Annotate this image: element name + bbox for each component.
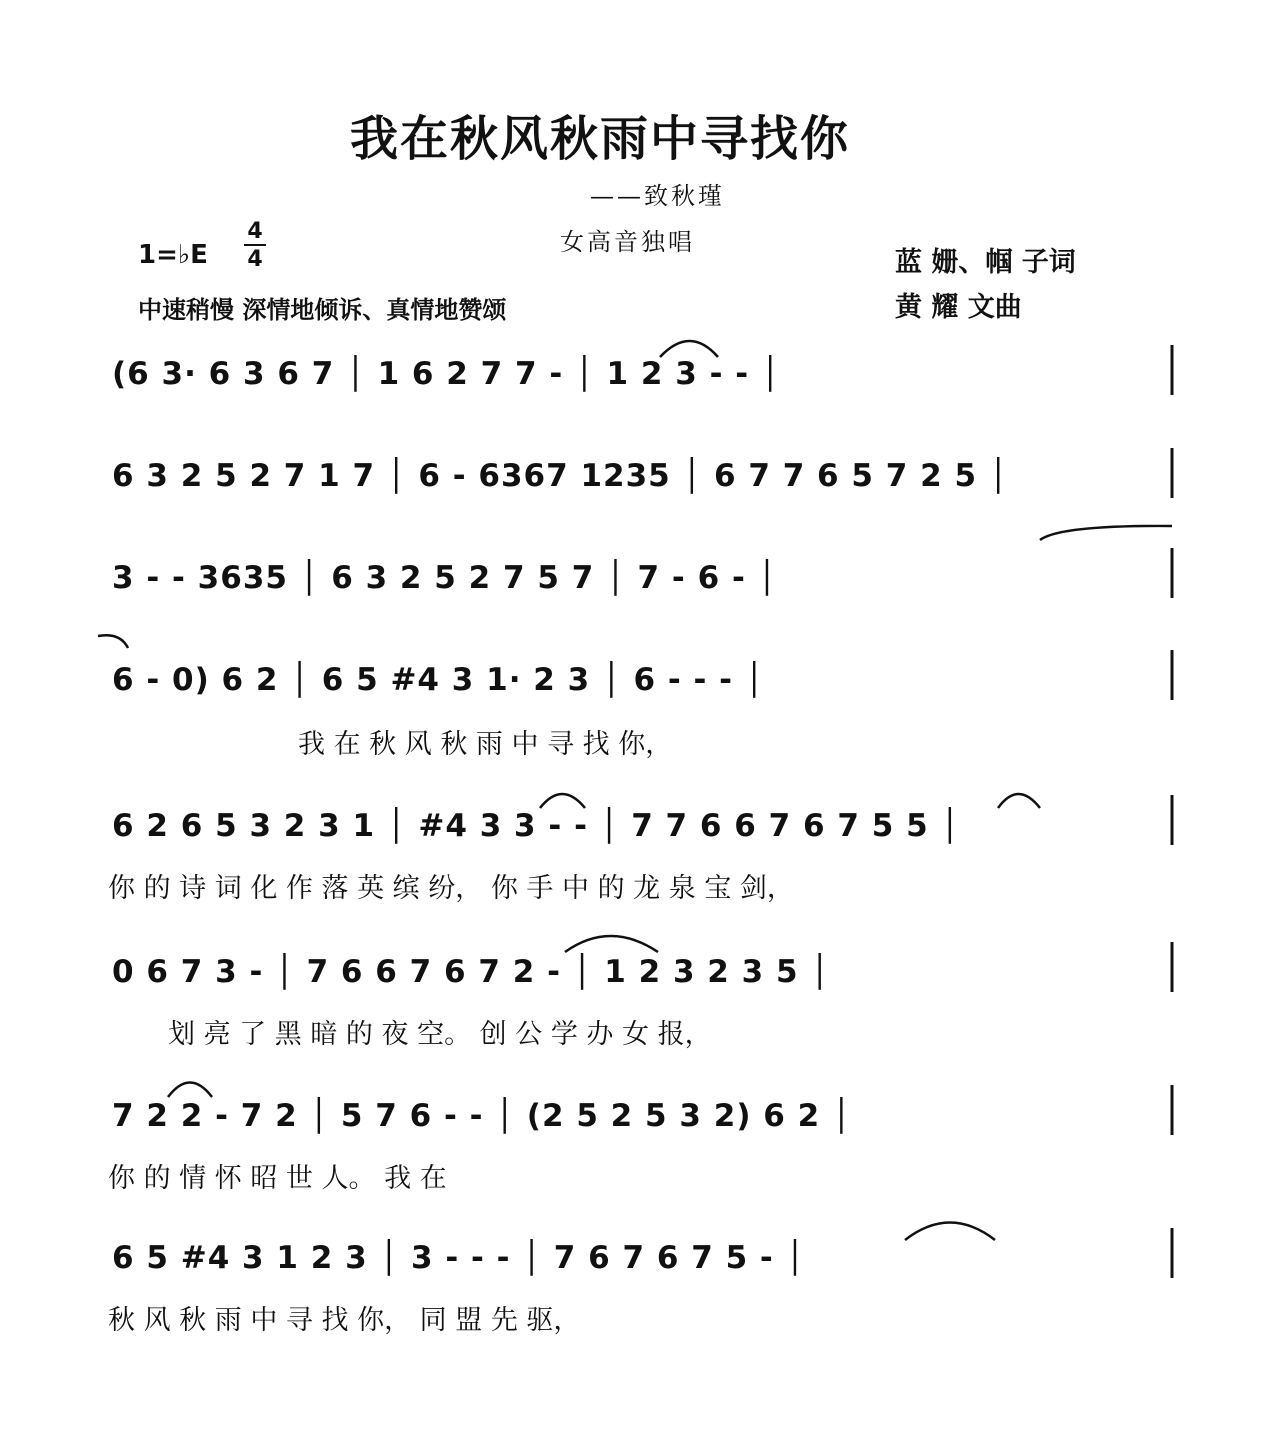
score-row-4-notes: 6 - 0) 6 2 │ 6 5 #4 3 1· 2 3 │ 6 - - - │ — [112, 662, 765, 698]
lyricist-credit: 蓝 姗、帼 子词 — [895, 247, 1076, 278]
score-row-8-lyrics: 秋 风 秋 雨 中 寻 找 你， 同 盟 先 驱， — [108, 1305, 581, 1336]
score-row-5-lyrics: 你 的 诗 词 化 作 落 英 缤 纷， 你 手 中 的 龙 泉 宝 剑， — [108, 873, 794, 904]
performance-type: 女高音独唱 — [560, 228, 695, 256]
score-row-7-lyrics: 你 的 情 怀 昭 世 人。 我 在 — [108, 1163, 447, 1194]
time-signature-bottom: 4 — [247, 247, 263, 272]
composer-credit: 黄 耀 文曲 — [895, 292, 1022, 323]
key-signature: 1=♭E — [138, 240, 208, 270]
score-row-8-notes: 6 5 #4 3 1 2 3 │ 3 - - - │ 7 6 7 6 7 5 - │ — [112, 1240, 806, 1276]
score-row-1-notes: (6 3· 6 3 6 7 │ 1 6 2 7 7 - │ 1 2 3 - - │ — [112, 356, 781, 392]
score-row-5-notes: 6 2 6 5 3 2 3 1 │ #4 3 3 - - │ 7 7 6 6 7 6 7 5 5 │ — [112, 808, 961, 844]
score-row-2-notes: 6 3 2 5 2 7 1 7 │ 6 - 6367 1235 │ 6 7 7 6 5 7 2 5 │ — [112, 458, 1009, 494]
time-signature-top: 4 — [247, 219, 263, 244]
score-row-6-notes: 0 6 7 3 - │ 7 6 6 7 6 7 2 - │ 1 2 3 2 3 5 │ — [112, 954, 831, 990]
tempo-expression: 中速稍慢 深情地倾诉、真情地赞颂 — [138, 296, 507, 324]
song-title: 我在秋风秋雨中寻找你 — [350, 111, 851, 167]
score-row-4-lyrics: 我 在 秋 风 秋 雨 中 寻 找 你， — [298, 729, 673, 760]
score-row-6-lyrics: 划 亮 了 黑 暗 的 夜 空。 创 公 学 办 女 报， — [168, 1019, 712, 1050]
song-subtitle: ——致秋瑾 — [590, 182, 725, 210]
score-row-7-notes: 7 2 2 - 7 2 │ 5 7 6 - - │ (2 5 2 5 3 2) 6 2 │ — [112, 1098, 852, 1134]
score-row-3-notes: 3 - - 3635 │ 6 3 2 5 2 7 5 7 │ 7 - 6 - │ — [112, 560, 778, 596]
